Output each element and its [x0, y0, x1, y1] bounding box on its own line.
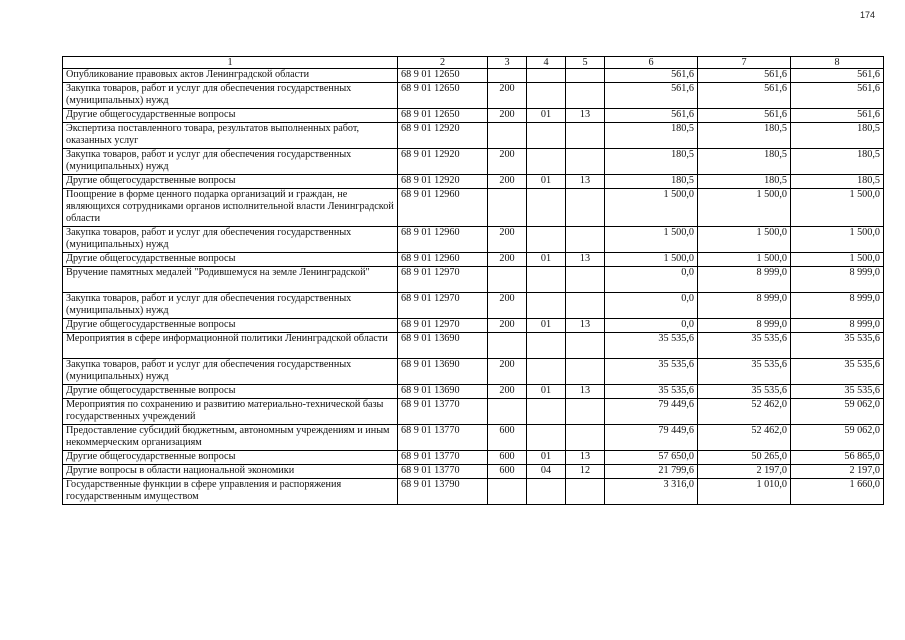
row-amount-col8: 1 660,0 [791, 479, 884, 505]
page-number: 174 [860, 10, 876, 20]
row-name: Закупка товаров, работ и услуг для обеспечения государственных (муниципальных) нужд [63, 293, 398, 319]
table-row [63, 385, 884, 399]
column-header: 5 [566, 57, 605, 69]
row-expense-type [488, 189, 527, 227]
row-amount-col6: 1 500,0 [605, 227, 698, 253]
table-row [63, 253, 884, 267]
row-amount-col7: 561,6 [698, 83, 791, 109]
row-code: 68 9 01 12960 [398, 253, 488, 267]
row-subsection: 13 [566, 253, 605, 267]
row-amount-col6: 1 500,0 [605, 189, 698, 227]
row-expense-type [488, 479, 527, 505]
row-section: 04 [527, 465, 566, 479]
row-subsection [566, 83, 605, 109]
row-amount-col6: 561,6 [605, 83, 698, 109]
row-amount-col6: 180,5 [605, 123, 698, 149]
row-section [527, 227, 566, 253]
row-code: 68 9 01 12970 [398, 267, 488, 293]
row-section [527, 479, 566, 505]
row-amount-col8: 35 535,6 [791, 385, 884, 399]
row-amount-col7: 561,6 [698, 69, 791, 83]
row-section [527, 83, 566, 109]
row-amount-col8: 35 535,6 [791, 333, 884, 359]
row-amount-col8: 59 062,0 [791, 399, 884, 425]
table-row [63, 227, 884, 253]
row-section [527, 123, 566, 149]
row-section: 01 [527, 451, 566, 465]
table-row [63, 293, 884, 319]
row-name: Предоставление субсидий бюджетным, автономным учреждениям и иным некоммерческим организациям [63, 425, 398, 451]
row-name: Закупка товаров, работ и услуг для обеспечения государственных (муниципальных) нужд [63, 359, 398, 385]
row-amount-col7: 35 535,6 [698, 359, 791, 385]
row-code: 68 9 01 12920 [398, 123, 488, 149]
column-header: 1 [63, 57, 398, 69]
row-expense-type: 200 [488, 253, 527, 267]
row-amount-col7: 35 535,6 [698, 333, 791, 359]
row-subsection [566, 123, 605, 149]
row-name: Другие общегосударственные вопросы [63, 385, 398, 399]
row-code: 68 9 01 12650 [398, 109, 488, 123]
row-expense-type: 600 [488, 465, 527, 479]
table-row [63, 175, 884, 189]
table-row [63, 83, 884, 109]
row-name: Другие общегосударственные вопросы [63, 451, 398, 465]
row-expense-type: 200 [488, 293, 527, 319]
table-row [63, 109, 884, 123]
row-name: Мероприятия по сохранению и развитию материально-технической базы государственных учреждений [63, 399, 398, 425]
row-section [527, 359, 566, 385]
row-expense-type: 600 [488, 451, 527, 465]
row-section [527, 333, 566, 359]
row-amount-col6: 79 449,6 [605, 399, 698, 425]
row-subsection: 13 [566, 385, 605, 399]
row-subsection [566, 399, 605, 425]
row-section [527, 149, 566, 175]
table-row [63, 465, 884, 479]
row-subsection [566, 479, 605, 505]
row-section: 01 [527, 319, 566, 333]
row-amount-col8: 180,5 [791, 149, 884, 175]
row-code: 68 9 01 13690 [398, 333, 488, 359]
row-code: 68 9 01 13770 [398, 425, 488, 451]
row-code: 68 9 01 12650 [398, 83, 488, 109]
row-name: Экспертиза поставленного товара, результатов выполненных работ, оказанных услуг [63, 123, 398, 149]
table-row [63, 123, 884, 149]
column-header: 3 [488, 57, 527, 69]
row-expense-type: 200 [488, 319, 527, 333]
row-subsection [566, 333, 605, 359]
row-amount-col6: 1 500,0 [605, 253, 698, 267]
row-subsection [566, 267, 605, 293]
row-subsection: 13 [566, 451, 605, 465]
row-expense-type [488, 123, 527, 149]
row-amount-col7: 1 500,0 [698, 189, 791, 227]
row-amount-col6: 57 650,0 [605, 451, 698, 465]
row-code: 68 9 01 12650 [398, 69, 488, 83]
row-amount-col8: 56 865,0 [791, 451, 884, 465]
row-code: 68 9 01 13770 [398, 399, 488, 425]
row-subsection [566, 227, 605, 253]
row-amount-col6: 0,0 [605, 267, 698, 293]
table-row [63, 333, 884, 359]
row-subsection [566, 293, 605, 319]
row-code: 68 9 01 13690 [398, 359, 488, 385]
row-expense-type [488, 69, 527, 83]
row-name: Опубликование правовых актов Ленинградской области [63, 69, 398, 83]
row-subsection [566, 69, 605, 83]
row-code: 68 9 01 12970 [398, 319, 488, 333]
table-row [63, 479, 884, 505]
row-amount-col6: 180,5 [605, 149, 698, 175]
row-expense-type [488, 267, 527, 293]
row-amount-col8: 1 500,0 [791, 253, 884, 267]
row-amount-col6: 35 535,6 [605, 385, 698, 399]
row-expense-type: 200 [488, 83, 527, 109]
row-amount-col7: 8 999,0 [698, 319, 791, 333]
row-amount-col6: 561,6 [605, 109, 698, 123]
row-code: 68 9 01 13690 [398, 385, 488, 399]
table-row [63, 399, 884, 425]
row-name: Поощрение в форме ценного подарка организаций и граждан, не являющихся сотрудниками органов исполнительной власти Ленинградской области [63, 189, 398, 227]
table-row [63, 69, 884, 83]
row-section: 01 [527, 253, 566, 267]
row-amount-col8: 561,6 [791, 109, 884, 123]
row-amount-col8: 1 500,0 [791, 189, 884, 227]
row-subsection [566, 359, 605, 385]
row-expense-type: 600 [488, 425, 527, 451]
column-header: 4 [527, 57, 566, 69]
row-amount-col7: 180,5 [698, 123, 791, 149]
row-expense-type [488, 333, 527, 359]
column-header: 6 [605, 57, 698, 69]
column-header: 2 [398, 57, 488, 69]
row-amount-col7: 180,5 [698, 149, 791, 175]
row-section [527, 69, 566, 83]
row-amount-col7: 52 462,0 [698, 425, 791, 451]
row-amount-col7: 1 500,0 [698, 227, 791, 253]
row-amount-col8: 2 197,0 [791, 465, 884, 479]
table-row [63, 189, 884, 227]
row-amount-col7: 8 999,0 [698, 293, 791, 319]
row-code: 68 9 01 12970 [398, 293, 488, 319]
row-section [527, 399, 566, 425]
row-amount-col7: 2 197,0 [698, 465, 791, 479]
row-section [527, 267, 566, 293]
row-amount-col6: 79 449,6 [605, 425, 698, 451]
table-row [63, 267, 884, 293]
table-row [63, 451, 884, 465]
budget-table [62, 56, 884, 505]
row-amount-col7: 1 500,0 [698, 253, 791, 267]
row-name: Вручение памятных медалей "Родившемуся на земле Ленинградской" [63, 267, 398, 293]
row-name: Другие общегосударственные вопросы [63, 109, 398, 123]
table-row [63, 425, 884, 451]
row-code: 68 9 01 12920 [398, 149, 488, 175]
row-amount-col7: 50 265,0 [698, 451, 791, 465]
table-row [63, 359, 884, 385]
row-subsection: 12 [566, 465, 605, 479]
table-header-row [63, 57, 884, 69]
row-code: 68 9 01 12960 [398, 227, 488, 253]
row-expense-type: 200 [488, 227, 527, 253]
row-amount-col8: 180,5 [791, 123, 884, 149]
row-amount-col7: 180,5 [698, 175, 791, 189]
row-amount-col6: 35 535,6 [605, 359, 698, 385]
row-amount-col8: 561,6 [791, 69, 884, 83]
row-expense-type: 200 [488, 175, 527, 189]
row-code: 68 9 01 12960 [398, 189, 488, 227]
row-code: 68 9 01 12920 [398, 175, 488, 189]
row-amount-col8: 1 500,0 [791, 227, 884, 253]
row-amount-col8: 35 535,6 [791, 359, 884, 385]
row-expense-type: 200 [488, 359, 527, 385]
row-expense-type: 200 [488, 385, 527, 399]
row-amount-col7: 8 999,0 [698, 267, 791, 293]
row-amount-col8: 180,5 [791, 175, 884, 189]
row-amount-col7: 35 535,6 [698, 385, 791, 399]
row-code: 68 9 01 13770 [398, 465, 488, 479]
row-amount-col6: 0,0 [605, 293, 698, 319]
row-section [527, 189, 566, 227]
row-name: Государственные функции в сфере управления и распоряжения государственным имуществом [63, 479, 398, 505]
row-name: Другие общегосударственные вопросы [63, 319, 398, 333]
row-name: Мероприятия в сфере информационной политики Ленинградской области [63, 333, 398, 359]
row-amount-col7: 52 462,0 [698, 399, 791, 425]
row-name: Другие общегосударственные вопросы [63, 175, 398, 189]
row-amount-col6: 35 535,6 [605, 333, 698, 359]
row-subsection: 13 [566, 109, 605, 123]
column-header: 8 [791, 57, 884, 69]
row-amount-col7: 1 010,0 [698, 479, 791, 505]
row-section: 01 [527, 385, 566, 399]
table-row [63, 149, 884, 175]
row-amount-col6: 180,5 [605, 175, 698, 189]
row-name: Другие вопросы в области национальной экономики [63, 465, 398, 479]
row-amount-col8: 59 062,0 [791, 425, 884, 451]
row-name: Закупка товаров, работ и услуг для обеспечения государственных (муниципальных) нужд [63, 83, 398, 109]
row-name: Закупка товаров, работ и услуг для обеспечения государственных (муниципальных) нужд [63, 149, 398, 175]
row-amount-col7: 561,6 [698, 109, 791, 123]
row-amount-col8: 8 999,0 [791, 293, 884, 319]
column-header: 7 [698, 57, 791, 69]
row-amount-col8: 561,6 [791, 83, 884, 109]
row-subsection [566, 189, 605, 227]
row-amount-col6: 3 316,0 [605, 479, 698, 505]
row-amount-col8: 8 999,0 [791, 267, 884, 293]
row-section: 01 [527, 109, 566, 123]
row-amount-col8: 8 999,0 [791, 319, 884, 333]
row-name: Закупка товаров, работ и услуг для обеспечения государственных (муниципальных) нужд [63, 227, 398, 253]
row-name: Другие общегосударственные вопросы [63, 253, 398, 267]
row-amount-col6: 561,6 [605, 69, 698, 83]
row-expense-type: 200 [488, 109, 527, 123]
row-code: 68 9 01 13790 [398, 479, 488, 505]
row-subsection [566, 425, 605, 451]
row-expense-type [488, 399, 527, 425]
row-expense-type: 200 [488, 149, 527, 175]
row-subsection [566, 149, 605, 175]
row-section [527, 425, 566, 451]
row-subsection: 13 [566, 175, 605, 189]
row-section: 01 [527, 175, 566, 189]
row-section [527, 293, 566, 319]
table-row [63, 319, 884, 333]
row-subsection: 13 [566, 319, 605, 333]
row-amount-col6: 21 799,6 [605, 465, 698, 479]
row-code: 68 9 01 13770 [398, 451, 488, 465]
row-amount-col6: 0,0 [605, 319, 698, 333]
